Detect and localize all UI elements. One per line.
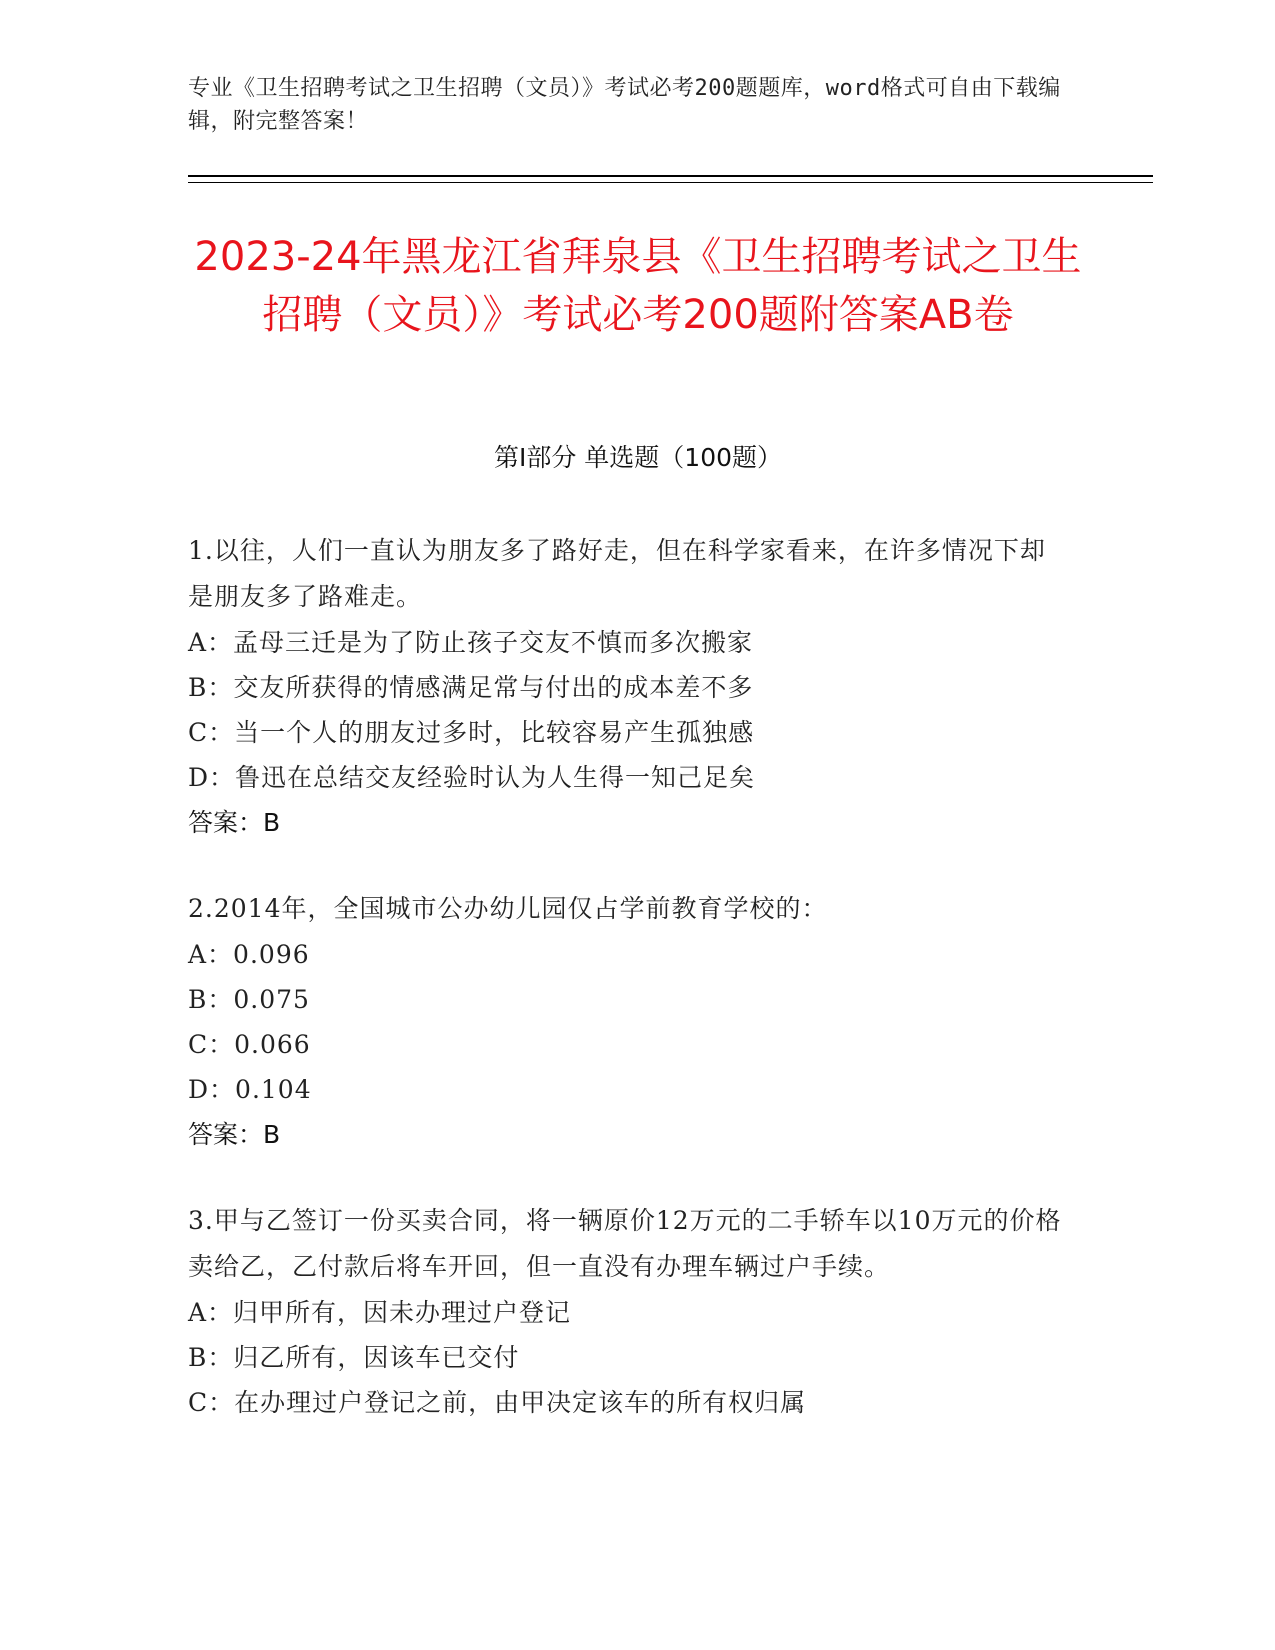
question-option: B：交友所获得的情感满足常与付出的成本差不多 xyxy=(188,673,754,702)
question-list xyxy=(188,528,1068,1465)
section-title: 第Ⅰ部分 单选题（100题） xyxy=(493,443,783,472)
question-option: D：鲁迅在总结交友经验时认为人生得一知己足矣 xyxy=(188,763,756,792)
question-option: B：0.075 xyxy=(188,985,310,1014)
header-divider-thick xyxy=(188,175,1153,177)
question-answer: 答案：B xyxy=(188,808,281,837)
question-stem: 2.2014年，全国城市公办幼儿园仅占学前教育学校的： xyxy=(188,894,828,923)
question-option: C：0.066 xyxy=(188,1030,311,1059)
question-option: D：0.104 xyxy=(188,1075,312,1104)
question-option: C：当一个人的朋友过多时，比较容易产生孤独感 xyxy=(188,718,755,747)
header-note: 专业《卫生招聘考试之卫生招聘（文员）》考试必考200题题库，word格式可自由下载编辑，附完整答案！ xyxy=(188,76,1061,134)
document-title: 2023-24年黑龙江省拜泉县《卫生招聘考试之卫生招聘（文员）》考试必考200题附答案AB卷 xyxy=(194,234,1082,338)
header-divider-thin xyxy=(188,182,1153,183)
question-item xyxy=(188,1198,1068,1425)
question-option: A：孟母三迁是为了防止孩子交友不慎而多次搬家 xyxy=(188,628,754,657)
question-item xyxy=(188,528,1068,846)
question-stem: 3.甲与乙签订一份买卖合同，将一辆原价12万元的二手轿车以10万元的价格卖给乙，乙付款后将车开回，但一直没有办理车辆过户手续。 xyxy=(188,1206,1062,1281)
question-item xyxy=(188,886,1068,1158)
question-option: C：在办理过户登记之前，由甲决定该车的所有权归属 xyxy=(188,1388,807,1417)
question-answer: 答案：B xyxy=(188,1120,281,1149)
question-option: A：0.096 xyxy=(188,940,310,969)
question-option: B：归乙所有，因该车已交付 xyxy=(188,1343,520,1372)
question-option: A：归甲所有，因未办理过户登记 xyxy=(188,1298,572,1327)
question-stem: 1.以往，人们一直认为朋友多了路好走，但在科学家看来，在许多情况下却是朋友多了路难走。 xyxy=(188,536,1046,611)
